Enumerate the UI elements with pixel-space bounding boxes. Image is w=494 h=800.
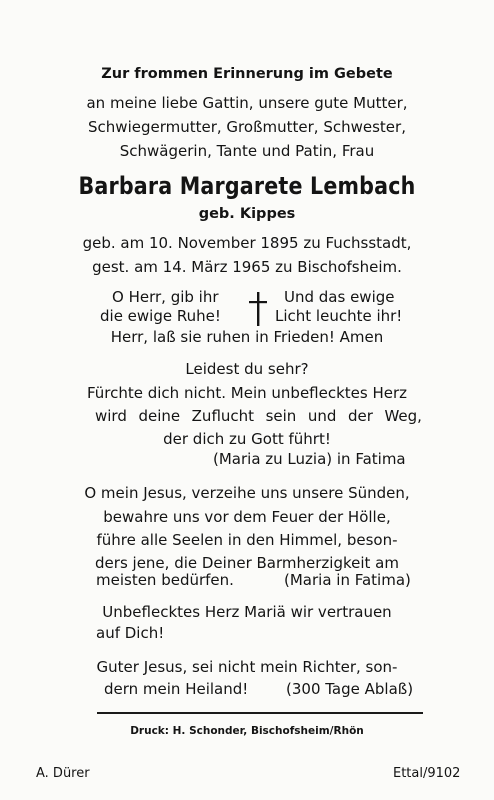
word: und (307, 407, 337, 425)
header-line-4: Schwägerin, Tante und Patin, Frau (119, 142, 375, 160)
header-line-2: an meine liebe Gattin, unsere gute Mutter, (86, 94, 408, 112)
deceased-name: Barbara Margarete Lembach (78, 172, 416, 200)
prayer1-left-2: die ewige Ruhe! (100, 307, 221, 325)
prayer2-source: (Maria in Fatima) (284, 571, 411, 589)
prayer2-line-5: meisten bedürfen. (96, 571, 234, 589)
cross-icon (248, 292, 268, 326)
fatima1-line-2: Fürchte dich nicht. Mein unbeflecktes Herz (86, 384, 408, 402)
fatima1-line-3 (95, 407, 422, 425)
word: deine (138, 407, 181, 425)
artist-credit: A. Dürer (36, 766, 90, 781)
word: Zuflucht (191, 407, 255, 425)
header-line-1: Zur frommen Erinnerung im Gebete (101, 66, 393, 82)
prayer1-right-2: Licht leuchte ihr! (275, 307, 403, 325)
printer-credit: Druck: H. Schonder, Bischofsheim/Rhön (130, 725, 364, 737)
fatima1-source: (Maria zu Luzia) in Fatima (213, 450, 406, 468)
prayer2-line-1: O mein Jesus, verzeihe uns unsere Sünden, (84, 484, 410, 502)
prayer3-line-1: Unbeflecktes Herz Mariä wir vertrauen (102, 603, 392, 621)
word: Weg, (384, 407, 422, 425)
prayer4-line-1: Guter Jesus, sei nicht mein Richter, son- (96, 658, 398, 676)
word: wird (95, 407, 127, 425)
prayer1-line-3: Herr, laß sie ruhen in Frieden! Amen (110, 328, 384, 346)
fatima1-line-1: Leidest du sehr? (185, 360, 309, 378)
prayer2-line-3: führe alle Seelen in den Himmel, beson- (96, 531, 398, 549)
prayer1-left-1: O Herr, gib ihr (112, 288, 219, 306)
death-line: gest. am 14. März 1965 zu Bischofsheim. (92, 258, 402, 276)
catalog-number: Ettal/9102 (393, 766, 461, 781)
prayer1-right-1: Und das ewige (284, 288, 395, 306)
divider-rule (97, 712, 423, 714)
prayer3-line-2: auf Dich! (96, 624, 165, 642)
header-line-3: Schwiegermutter, Großmutter, Schwester, (88, 118, 406, 136)
word: der (347, 407, 373, 425)
prayer4-source: (300 Tage Ablaß) (286, 680, 414, 698)
word: sein (265, 407, 297, 425)
prayer2-line-2: bewahre uns vor dem Feuer der Hölle, (103, 508, 391, 526)
birth-line: geb. am 10. November 1895 zu Fuchsstadt, (82, 234, 412, 252)
prayer4-line-2: dern mein Heiland! (104, 680, 249, 698)
fatima1-line-4: der dich zu Gott führt! (163, 430, 331, 448)
prayer2-line-4: ders jene, die Deiner Barmherzigkeit am (95, 554, 399, 572)
maiden-name: geb. Kippes (198, 206, 296, 222)
